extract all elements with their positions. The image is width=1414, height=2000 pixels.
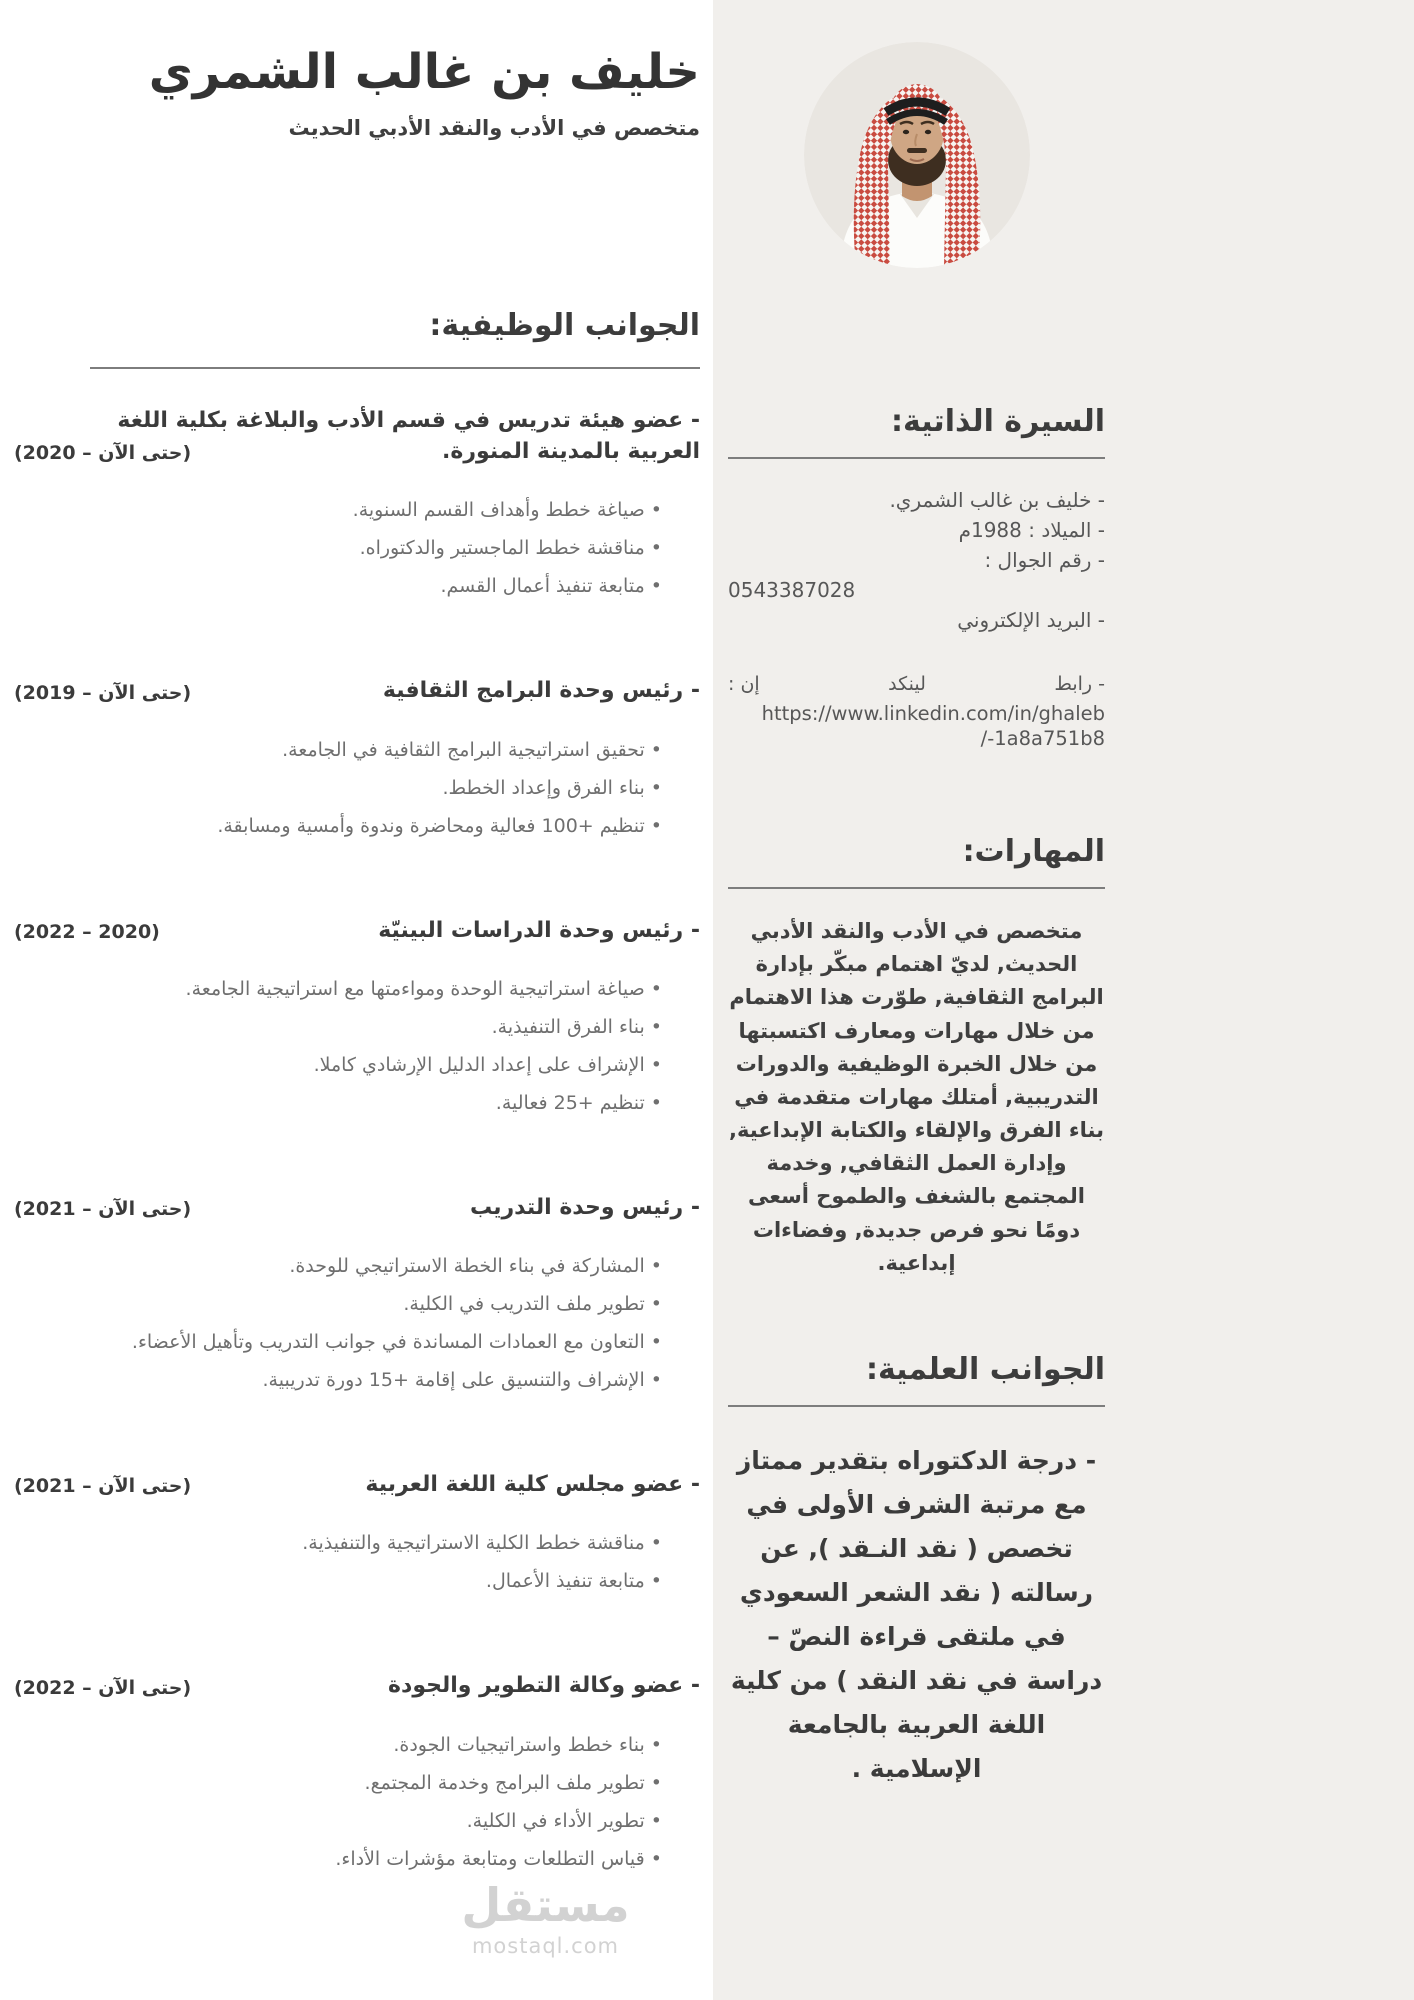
skills-section-divider — [728, 887, 1105, 889]
job-bullet: • تنظيم +100 فعالية ومحاضرة وندوة وأمسية ومسابقة. — [14, 807, 662, 845]
person-subtitle: متخصص في الأدب والنقد الأدبي الحديث — [288, 116, 700, 140]
personal-info-list — [728, 485, 1105, 635]
job-bullet: • صياغة استراتيجية الوحدة ومواءمتها مع استراتيجية الجامعة. — [14, 970, 662, 1008]
job-bullet: • تحقيق استراتيجية البرامج الثقافية في الجامعة. — [14, 731, 662, 769]
job-bullets — [14, 1247, 700, 1399]
job-date: (2020 – حتى الآن) — [14, 442, 192, 465]
linkedin-label-word: إن : — [728, 673, 760, 695]
skills-section-title: المهارات: — [962, 834, 1105, 869]
job-bullet: • التعاون مع العمادات المساندة في جوانب التدريب وتأهيل الأعضاء. — [14, 1323, 662, 1361]
job-head — [14, 1192, 700, 1223]
job-entry — [14, 1192, 700, 1399]
job-head — [14, 675, 700, 706]
watermark-domain: mostaql.com — [471, 1934, 620, 1958]
job-entry — [14, 675, 700, 844]
job-bullet: • بناء الفرق التنفيذية. — [14, 1008, 662, 1046]
job-bullets — [14, 970, 700, 1122]
job-bullet: • بناء خطط واستراتيجيات الجودة. — [14, 1726, 662, 1764]
linkedin-url[interactable]: https://www.linkedin.com/in/ghaleb — [761, 702, 1105, 725]
job-bullets — [14, 1524, 700, 1600]
job-date: (2022 – حتى الآن) — [14, 1676, 192, 1699]
job-entry — [14, 1670, 700, 1877]
job-bullet: • صياغة خطط وأهداف القسم السنوية. — [14, 491, 662, 529]
person-name: خليف بن غالب الشمري — [148, 44, 700, 100]
job-bullets — [14, 731, 700, 845]
skills-text: متخصص في الأدب والنقد الأدبي الحديث, لديّ اهتمام مبكّر بإدارة البرامج الثقافية, طوّرت هذا الاهتمام من خلال مهارات ومعارف اكتسبتها من خلال الخبرة الوظيفية والدورات التدريبية, أمتلك مهارات متقدمة في بناء الفرق والإلقاء والكتابة الإبداعية, وإدارة العمل الثقافي, وخدمة المجتمع بالشغف والطموح أسعى دومًا نحو فرص جديدة, وفضاءات إبداعية. — [729, 919, 1104, 1275]
jobs-list — [14, 405, 700, 1878]
job-date: (2019 – حتى الآن) — [14, 681, 192, 704]
job-bullet: • الإشراف والتنسيق على إقامة +15 دورة تدريبية. — [14, 1361, 662, 1399]
about-section-title: السيرة الذاتية: — [891, 404, 1105, 439]
job-title: - رئيس وحدة البرامج الثقافية — [382, 678, 700, 704]
job-bullets — [14, 491, 700, 605]
watermark-logo-text: مستقل — [461, 1878, 630, 1932]
job-bullet: • الإشراف على إعداد الدليل الإرشادي كاملا. — [14, 1046, 662, 1084]
job-date: (2022 – 2020) — [14, 920, 160, 943]
job-head — [14, 1469, 700, 1500]
job-entry — [14, 405, 700, 605]
linkedin-url-tail[interactable]: /-1a8a751b8 — [980, 727, 1105, 750]
about-section-divider — [728, 457, 1105, 459]
profile-photo — [804, 42, 1030, 268]
job-title: - رئيس وحدة التدريب — [469, 1194, 700, 1220]
job-head — [14, 405, 700, 467]
info-item-name: - خليف بن غالب الشمري. — [889, 488, 1105, 512]
linkedin-label — [728, 673, 1105, 695]
job-title: - عضو هيئة تدريس في قسم الأدب والبلاغة بكلية اللغة العربية بالمدينة المنورة. — [117, 408, 700, 465]
job-title: - عضو وكالة التطوير والجودة — [388, 1673, 700, 1699]
linkedin-label-word: لينكد — [888, 673, 926, 695]
job-entry — [14, 915, 700, 1122]
job-bullet: • متابعة تنفيذ أعمال القسم. — [14, 567, 662, 605]
job-bullet: • المشاركة في بناء الخطة الاستراتيجي للوحدة. — [14, 1247, 662, 1285]
linkedin-block — [728, 673, 1105, 750]
work-section-divider — [90, 367, 700, 369]
job-entry — [14, 1469, 700, 1600]
info-item-email: - البريد الإلكتروني — [957, 608, 1105, 632]
job-date: (2021 – حتى الآن) — [14, 1198, 192, 1221]
science-section-title: الجوانب العلمية: — [865, 1351, 1105, 1387]
job-bullet: • مناقشة خطط الماجستير والدكتوراه. — [14, 529, 662, 567]
job-bullet: • تطوير ملف البرامج وخدمة المجتمع. — [14, 1764, 662, 1802]
job-head — [14, 1670, 700, 1701]
job-head — [14, 915, 700, 946]
job-date: (2021 – حتى الآن) — [14, 1475, 192, 1498]
job-bullet: • قياس التطلعات ومتابعة مؤشرات الأداء. — [14, 1840, 662, 1878]
info-item-phone-label: - رقم الجوال : — [984, 548, 1105, 572]
info-item-phone-number: 0543387028 — [728, 578, 856, 602]
info-item-birth: - الميلاد : 1988م — [958, 518, 1105, 542]
science-text: - درجة الدكتوراه بتقدير ممتاز مع مرتبة الشرف الأولى في تخصص ( نقد النـقد ), عن رسالته ( نقد الشعر السعودي في ملتقى قراءة النصّ – دراسة في نقد النقد ) من كلية اللغة العربية بالجامعة الإسلامية . — [730, 1445, 1103, 1783]
job-title: - رئيس وحدة الدراسات البينيّة — [378, 917, 700, 943]
person-photo-illustration — [804, 42, 1030, 268]
job-bullet: • تنظيم +25 فعالية. — [14, 1084, 662, 1122]
job-bullet: • متابعة تنفيذ الأعمال. — [14, 1562, 662, 1600]
job-bullet: • بناء الفرق وإعداد الخطط. — [14, 769, 662, 807]
job-bullets — [14, 1726, 700, 1878]
job-title: - عضو مجلس كلية اللغة العربية — [365, 1472, 700, 1498]
linkedin-label-word: - رابط — [1054, 673, 1105, 695]
job-bullet: • مناقشة خطط الكلية الاستراتيجية والتنفيذية. — [14, 1524, 662, 1562]
job-bullet: • تطوير الأداء في الكلية. — [14, 1802, 662, 1840]
sidebar-content — [713, 42, 1414, 1791]
job-bullet: • تطوير ملف التدريب في الكلية. — [14, 1285, 662, 1323]
work-section-title: الجوانب الوظيفية: — [429, 308, 700, 343]
science-section-divider — [728, 1405, 1105, 1407]
sidebar — [713, 0, 1414, 2000]
